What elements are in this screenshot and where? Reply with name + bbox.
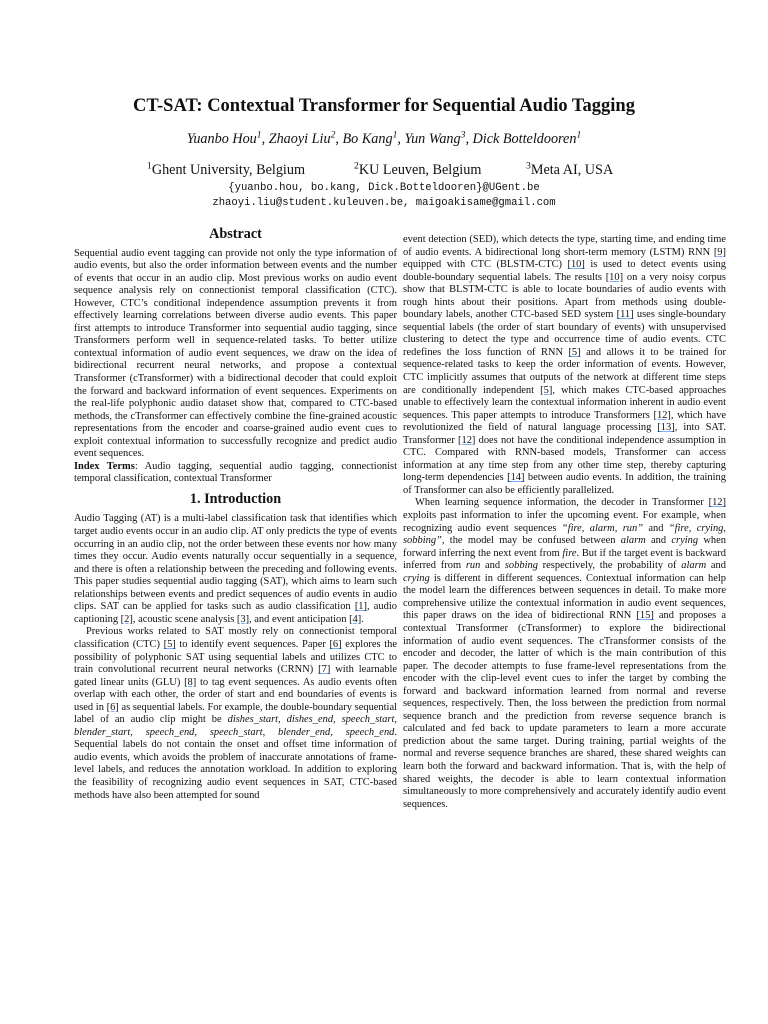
- affiliation: $^1$ Ghent University, Belgium: [147, 160, 305, 178]
- left-column: [74, 228, 397, 802]
- author-list: Yuanbo Hou$^1$, Zhaoyi Liu$^2$, Bo Kang$^1$, Yun Wang$^3$, Dick Botteldooren$^1$: [186, 129, 582, 147]
- intro-paragraph-4: When learning sequence information, the decoder in Transformer [12] exploits past information to infer the upcoming event. For example, when recognizing audio event sequences “fire, alarm, run” and “fire, crying, sobbing”, the model may be confused between alarm and crying when forward inferring the next event from fire. But if the target event is backward inferred from run and sobbing respectively, the probability of alarm and crying is different in different sequences. Contextual information can help the model learn the differences between sequences in detail. To make more comprehensive utilize the contextual information in audio event sequences, this paper draws on the idea of bidirectional RNN [15] and proposes a contextual Transformer (cTransformer) to explore the bidirectional information of audio event sequences. The cTransformer consists of the encoder and decoder, the latter of which is the main contribution of this paper. The decoder attempts to fuse frame-level representations from the encoder with the clip-level event cues to infer the target by combing the forward and backward information learned from normal and reverse sequences, respectively. Then, the loss between the prediction from normal sequence branch and the prediction from reverse sequence branch is calculated and fed back to update parameters to learn a more accurate prediction about the same target. During training, partial weights of the normal and reverse sequence branches are shared, these shared weights can learn both the forward and backward information. That is, with the help of shared weights, the decoder is able to learn contextual information simultaneously to more comprehensively and accurately identify audio event sequences.: [403, 497, 726, 810]
- citation-link[interactable]: [15]: [636, 610, 654, 622]
- abstract-heading: Abstract: [209, 226, 262, 242]
- citation-link[interactable]: [12]: [708, 497, 726, 509]
- citation-link[interactable]: [10]: [605, 271, 624, 283]
- author: Yun Wang$^3$: [404, 129, 466, 147]
- citation-link[interactable]: [4]: [349, 613, 362, 625]
- citation-link[interactable]: [7]: [318, 664, 331, 676]
- citation-link[interactable]: [6]: [106, 701, 119, 713]
- email-line: {yuanbo.hou, bo.kang, Dick.Botteldooren}@UGent.be: [228, 182, 540, 194]
- affiliation: $^3$ Meta AI, USA: [526, 160, 614, 178]
- citation-link[interactable]: [6]: [329, 638, 342, 650]
- email-block: [0, 181, 768, 211]
- citation-link[interactable]: [12]: [458, 434, 476, 446]
- abstract-text: Sequential audio event tagging can provide not only the type information of audio events, but also the order information between events and the number of events that occur in an audio clip. Most previous works on audio event sequence analysis rely on connectionist temporal classification (CTC). However, CTC’s conditional independence assumption prevents it from effectively learning correlations between diverse audio events. This paper first attempts to introduce Transformer into sequential audio tagging, since Transformers perform well in sequence-related tasks. To better utilize contextual information of audio event sequences, we draw on the idea of bidirectional recurrent neural networks, and propose a contextual Transformer (cTransformer) with a bidirectional decoder that could exploit the forward and backward information of event sequences. Experiments on the real-life polyphonic audio dataset show that, compared to CTC-based methods, the cTransformer can effectively combine the fine-grained acoustic representations from the encoder and coarse-grained audio event cues to exploit contextual information to successfully recognize and predict audio event sequences.: [74, 247, 397, 460]
- intro-paragraph-2: Previous works related to SAT mostly rely on connectionist temporal classification (CTC) [5] to identify event sequences. Paper [6] explores the possibility of polyphonic SAT using sequential labels and utilizes CTC to train convolutional recurrent neural networks (CRNN) [7] with learnable gated linear units (GLU) [8] to tag event sequences. As audio events often overlap with each other, the order of start and end boundaries of events is used in [6] as sequential labels. For example, the double-boundary sequential label of an audio clip might be dishes_start, dishes_end, speech_start, blender_start, speech_end, speech_start, blender_end, speech_end. Sequential labels do not contain the onset and offset time information of audio events, which avoids the problem of inaccurate annotations of frame-level labels, and reduces the annotation workload. In addition to exploring the feasibility of recognizing audio event sequences in SAT, CTC-based methods have also been attempted for sound: [74, 626, 397, 801]
- citation-link[interactable]: [1]: [354, 601, 367, 613]
- affiliation: $^2$ KU Leuven, Belgium: [354, 160, 482, 178]
- author: Dick Botteldooren$^1$: [472, 129, 582, 147]
- citation-link[interactable]: [5]: [540, 384, 553, 396]
- introduction-heading: 1. Introduction: [189, 490, 282, 507]
- author: Bo Kang$^1$: [342, 129, 398, 147]
- index-terms: Index Terms: Audio tagging, sequential audio tagging, connectionist temporal classification, contextual Transformer: [74, 460, 397, 485]
- citation-link[interactable]: [11]: [616, 309, 634, 321]
- citation-link[interactable]: [2]: [120, 613, 133, 625]
- right-column: [403, 234, 726, 811]
- intro-paragraph-3: event detection (SED), which detects the type, starting time, and ending time of audio events. A bidirectional long short-term memory (LSTM) RNN [9] equipped with CTC (BLSTM-CTC) [10] is used to detect events using double-boundary sequential labels. The results [10] on a very noisy corpus show that BLSTM-CTC is able to locate boundaries of audio events with rough hints about their positions. Apart from methods using double-boundary labels, another CTC-based SED system [11] uses single-boundary sequential labels (the order of start boundary of events) with unsupervised clustering to detect the type and occurrence time of audio events. CTC redefines the loss function of RNN [5] and allows it to be trained for sequence-related tasks to keep the order information of events. However, CTC implicitly assumes that outputs of the network at different time steps are conditionally independent [5], which makes CTC-based approaches unable to effectively learn the contextual information inherent in audio event sequences. This paper attempts to introduce Transformers [12], which have revolutionized the field of natural language processing [13], into SAT. Transformer [12] does not have the conditional independence assumption in CTC. Compared with RNN-based models, Transformer can access information at any time step from any other time step, thereby capturing long-term dependencies [14] between audio events. In addition, the training of Transformer can also be efficiently parallelized.: [403, 234, 726, 496]
- intro-paragraph-1: Audio Tagging (AT) is a multi-label classification task that identifies which target audio events occur in an audio clip. AT only predicts the type of events occurring in an audio clip, not the order between these events nor how many times they occur. Audio events naturally occur sequentially in a sequence, and there is often a relationship between the preceding and following events. This paper studies sequential audio tagging (SAT), which aims to learn such relationships between events and predict sequences of audio events in audio clips. SAT can be applied for tasks such as audio classification [1], audio captioning [2], acoustic scene analysis [3], and event anticipation [4].: [74, 513, 397, 625]
- citation-link[interactable]: [8]: [184, 676, 197, 688]
- citation-link[interactable]: [9]: [713, 246, 726, 258]
- citation-link[interactable]: [14]: [507, 472, 525, 484]
- citation-link[interactable]: [3]: [236, 613, 250, 625]
- citation-link[interactable]: [12]: [653, 409, 671, 421]
- citation-link[interactable]: [13]: [657, 422, 675, 434]
- paper-title: CT-SAT: Contextual Transformer for Sequential Audio Tagging: [133, 96, 635, 116]
- author: Yuanbo Hou$^1$: [186, 129, 262, 147]
- citation-link[interactable]: [10]: [567, 259, 585, 271]
- author: Zhaoyi Liu$^2$: [268, 129, 336, 147]
- citation-link[interactable]: [5]: [163, 638, 176, 650]
- email-line: zhaoyi.liu@student.kuleuven.be, maigoakisame@gmail.com: [212, 197, 556, 209]
- citation-link[interactable]: [5]: [568, 346, 581, 358]
